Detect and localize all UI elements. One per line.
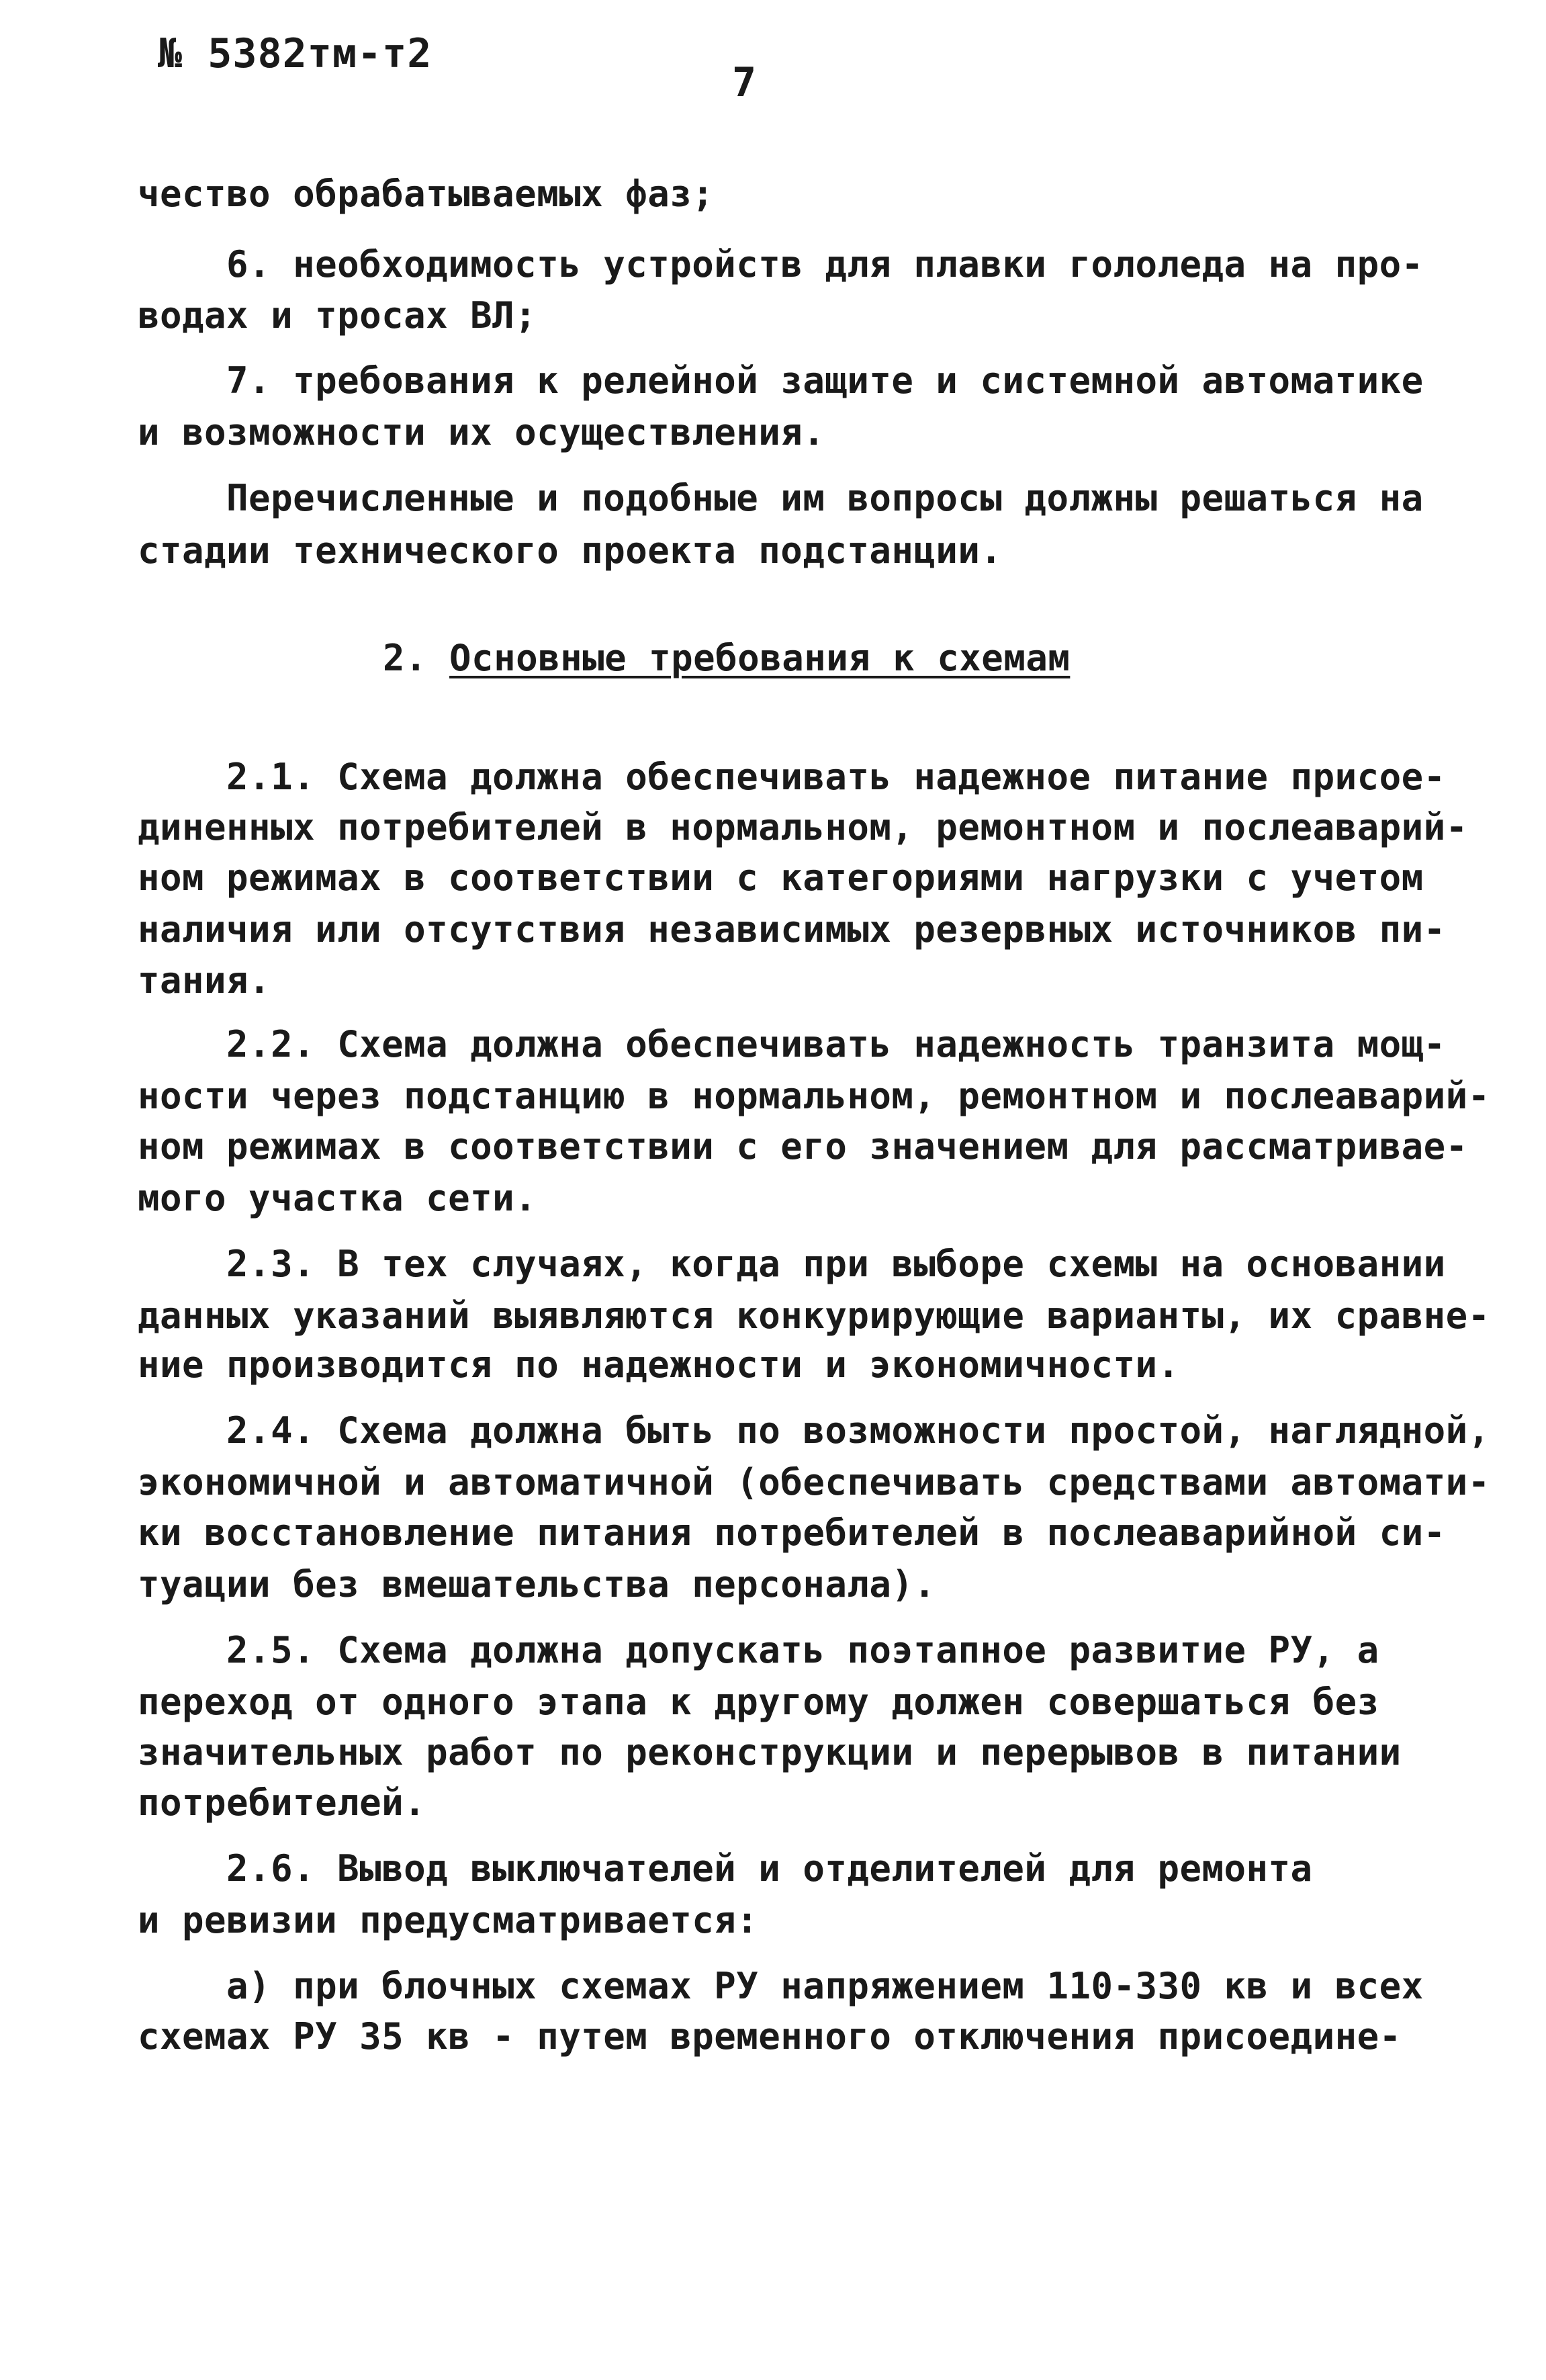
section-heading-number: 2.: [383, 637, 428, 679]
text-line: ном режимах в соответствии с его значением для рассматривае-: [138, 1125, 1468, 1167]
text-line: 7. требования к релейной защите и системной автоматике: [138, 359, 1424, 402]
text-line: значительных работ по реконструкции и перерывов в питании: [138, 1731, 1402, 1773]
text-line: чество обрабатываемых фаз;: [138, 173, 715, 215]
text-line: а) при блочных схемах РУ напряжением 110-330 кв и всех: [138, 1965, 1424, 2007]
text-line: данных указаний выявляются конкурирующие варианты, их сравне-: [138, 1294, 1490, 1337]
text-line: 2.5. Схема должна допускать поэтапное развитие РУ, а: [138, 1629, 1379, 1671]
text-line: экономичной и автоматичной (обеспечивать средствами автомати-: [138, 1461, 1490, 1503]
text-line: ном режимах в соответствии с категориями нагрузки с учетом: [138, 856, 1424, 899]
text-line: 2.4. Схема должна быть по возможности простой, наглядной,: [138, 1409, 1490, 1452]
document-number: № 5382тм-т2: [158, 30, 433, 77]
text-line: диненных потребителей в нормальном, ремонтном и послеаварий-: [138, 806, 1468, 848]
text-line: стадии технического проекта подстанции.: [138, 529, 1003, 572]
text-line: схемах РУ 35 кв - путем временного отключения присоедине-: [138, 2015, 1402, 2058]
text-line: водах и тросах ВЛ;: [138, 294, 537, 337]
text-line: наличия или отсутствия независимых резервных источников пи-: [138, 908, 1446, 951]
text-line: переход от одного этапа к другому должен совершаться без: [138, 1681, 1379, 1723]
text-line: и возможности их осуществления.: [138, 411, 825, 453]
section-heading: [383, 637, 1070, 679]
text-line: 6. необходимость устройств для плавки гололеда на про-: [138, 243, 1424, 285]
text-line: ки восстановление питания потребителей в послеаварийной си-: [138, 1511, 1446, 1554]
text-line: потребителей.: [138, 1781, 426, 1824]
text-line: 2.6. Вывод выключателей и отделителей для ремонта: [138, 1847, 1313, 1890]
text-line: ности через подстанцию в нормальном, ремонтном и послеаварий-: [138, 1075, 1490, 1117]
text-line: тания.: [138, 959, 271, 1002]
section-heading-title: Основные требования к схемам: [449, 637, 1071, 679]
text-line: 2.1. Схема должна обеспечивать надежное питание присое-: [138, 756, 1446, 798]
text-line: ние производится по надежности и экономичности.: [138, 1343, 1180, 1386]
text-line: мого участка сети.: [138, 1177, 537, 1219]
page-number: 7: [732, 59, 757, 106]
text-line: 2.2. Схема должна обеспечивать надежность транзита мощ-: [138, 1023, 1446, 1065]
text-line: 2.3. В тех случаях, когда при выборе схемы на основании: [138, 1243, 1446, 1285]
text-line: Перечисленные и подобные им вопросы должны решаться на: [138, 477, 1424, 519]
text-line: и ревизии предусматривается:: [138, 1899, 759, 1941]
text-line: туации без вмешательства персонала).: [138, 1563, 936, 1605]
